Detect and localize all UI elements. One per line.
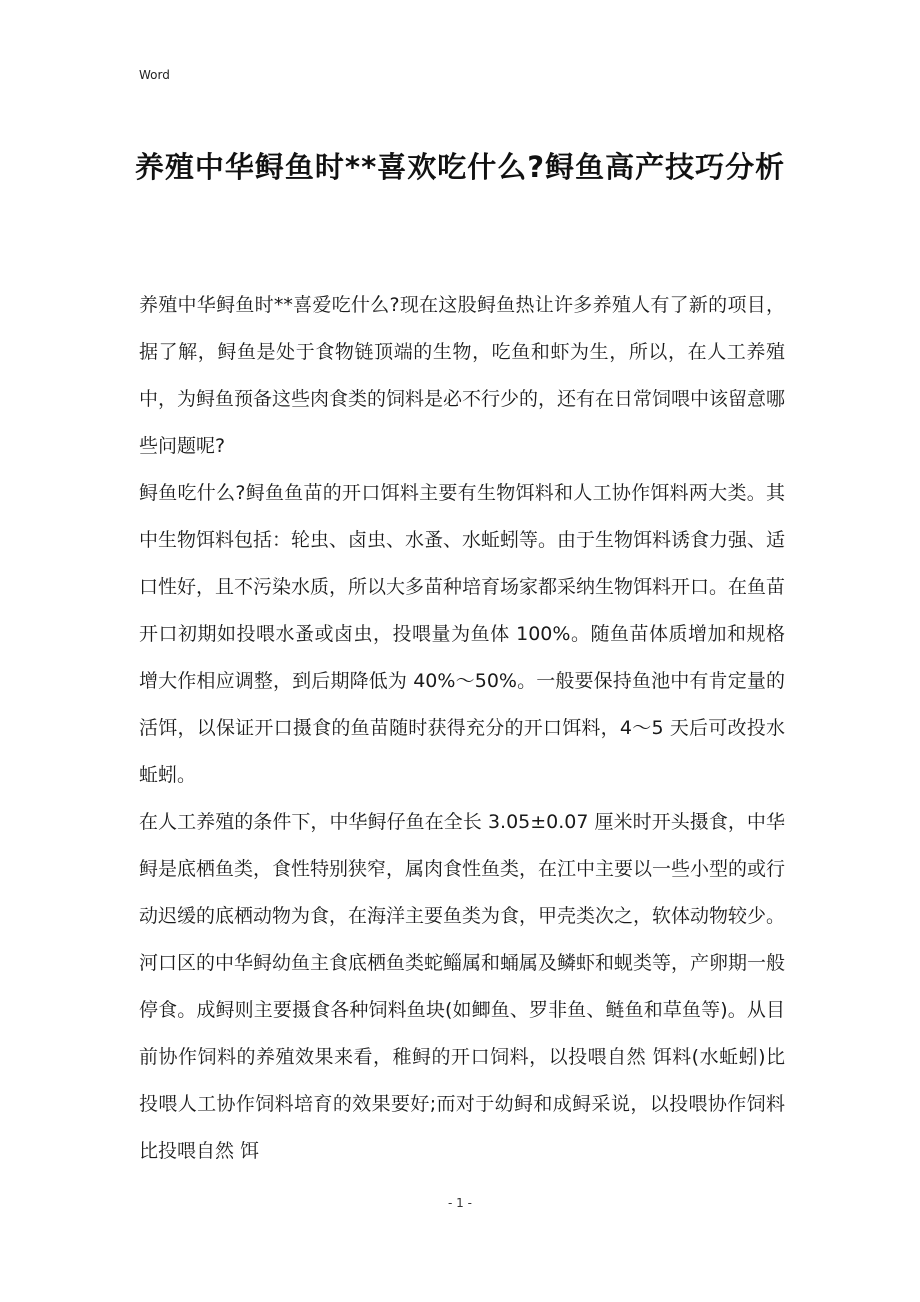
paragraph: 在人工养殖的条件下，中华鲟仔鱼在全长 3.05±0.07 厘米时开头摄食，中华鲟是底栖鱼类，食性特别狭窄，属肉食性鱼类，在江中主要以一些小型的或行动迟缓的底栖动物为食，在海洋主要鱼类为食，甲壳类次之，软体动物较少。河口区的中华鲟幼鱼主食底栖鱼类蛇鲻属和蛹属及鳞虾和蚬类等，产卵期一般停食。成鲟则主要摄食各种饲料鱼块(如鲫鱼、罗非鱼、鲢鱼和草鱼等)。从目前协作饲料的养殖效果来看，稚鲟的开口饲料，以投喂自然 饵料(水蚯蚓)比投喂人工协作饲料培育的效果要好;而对于幼鲟和成鲟采说，以投喂协作饲料比投喂自然 饵	[139, 811, 786, 1162]
document-title: 养殖中华鲟鱼时**喜欢吃什么?鲟鱼高产技巧分析	[134, 150, 786, 184]
header-label: Word	[139, 68, 170, 82]
paragraph: 鲟鱼吃什么?鲟鱼鱼苗的开口饵料主要有生物饵料和人工协作饵料两大类。其中生物饵料包括：轮虫、卤虫、水蚤、水蚯蚓等。由于生物饵料诱食力强、适口性好，且不污染水质，所以大多苗种培育场家都采纳生物饵料开口。在鱼苗开口初期如投喂水蚤或卤虫，投喂量为鱼体 100%。随鱼苗体质增加和规格增大作相应调整，到后期降低为 40%～50%。一般要保持鱼池中有肯定量的活饵，以保证开口摄食的鱼苗随时获得充分的开口饵料，4～5 天后可改投水蚯蚓。	[139, 482, 786, 786]
page-number: - 1 -	[448, 1196, 472, 1210]
paragraph: 养殖中华鲟鱼时**喜爱吃什么?现在这股鲟鱼热让许多养殖人有了新的项目，据了解，鲟鱼是处于食物链顶端的生物，吃鱼和虾为生，所以，在人工养殖中，为鲟鱼预备这些肉食类的饲料是必不行少的，还有在日常饲喂中该留意哪些问题呢?	[139, 294, 786, 457]
document-body	[139, 282, 785, 1175]
